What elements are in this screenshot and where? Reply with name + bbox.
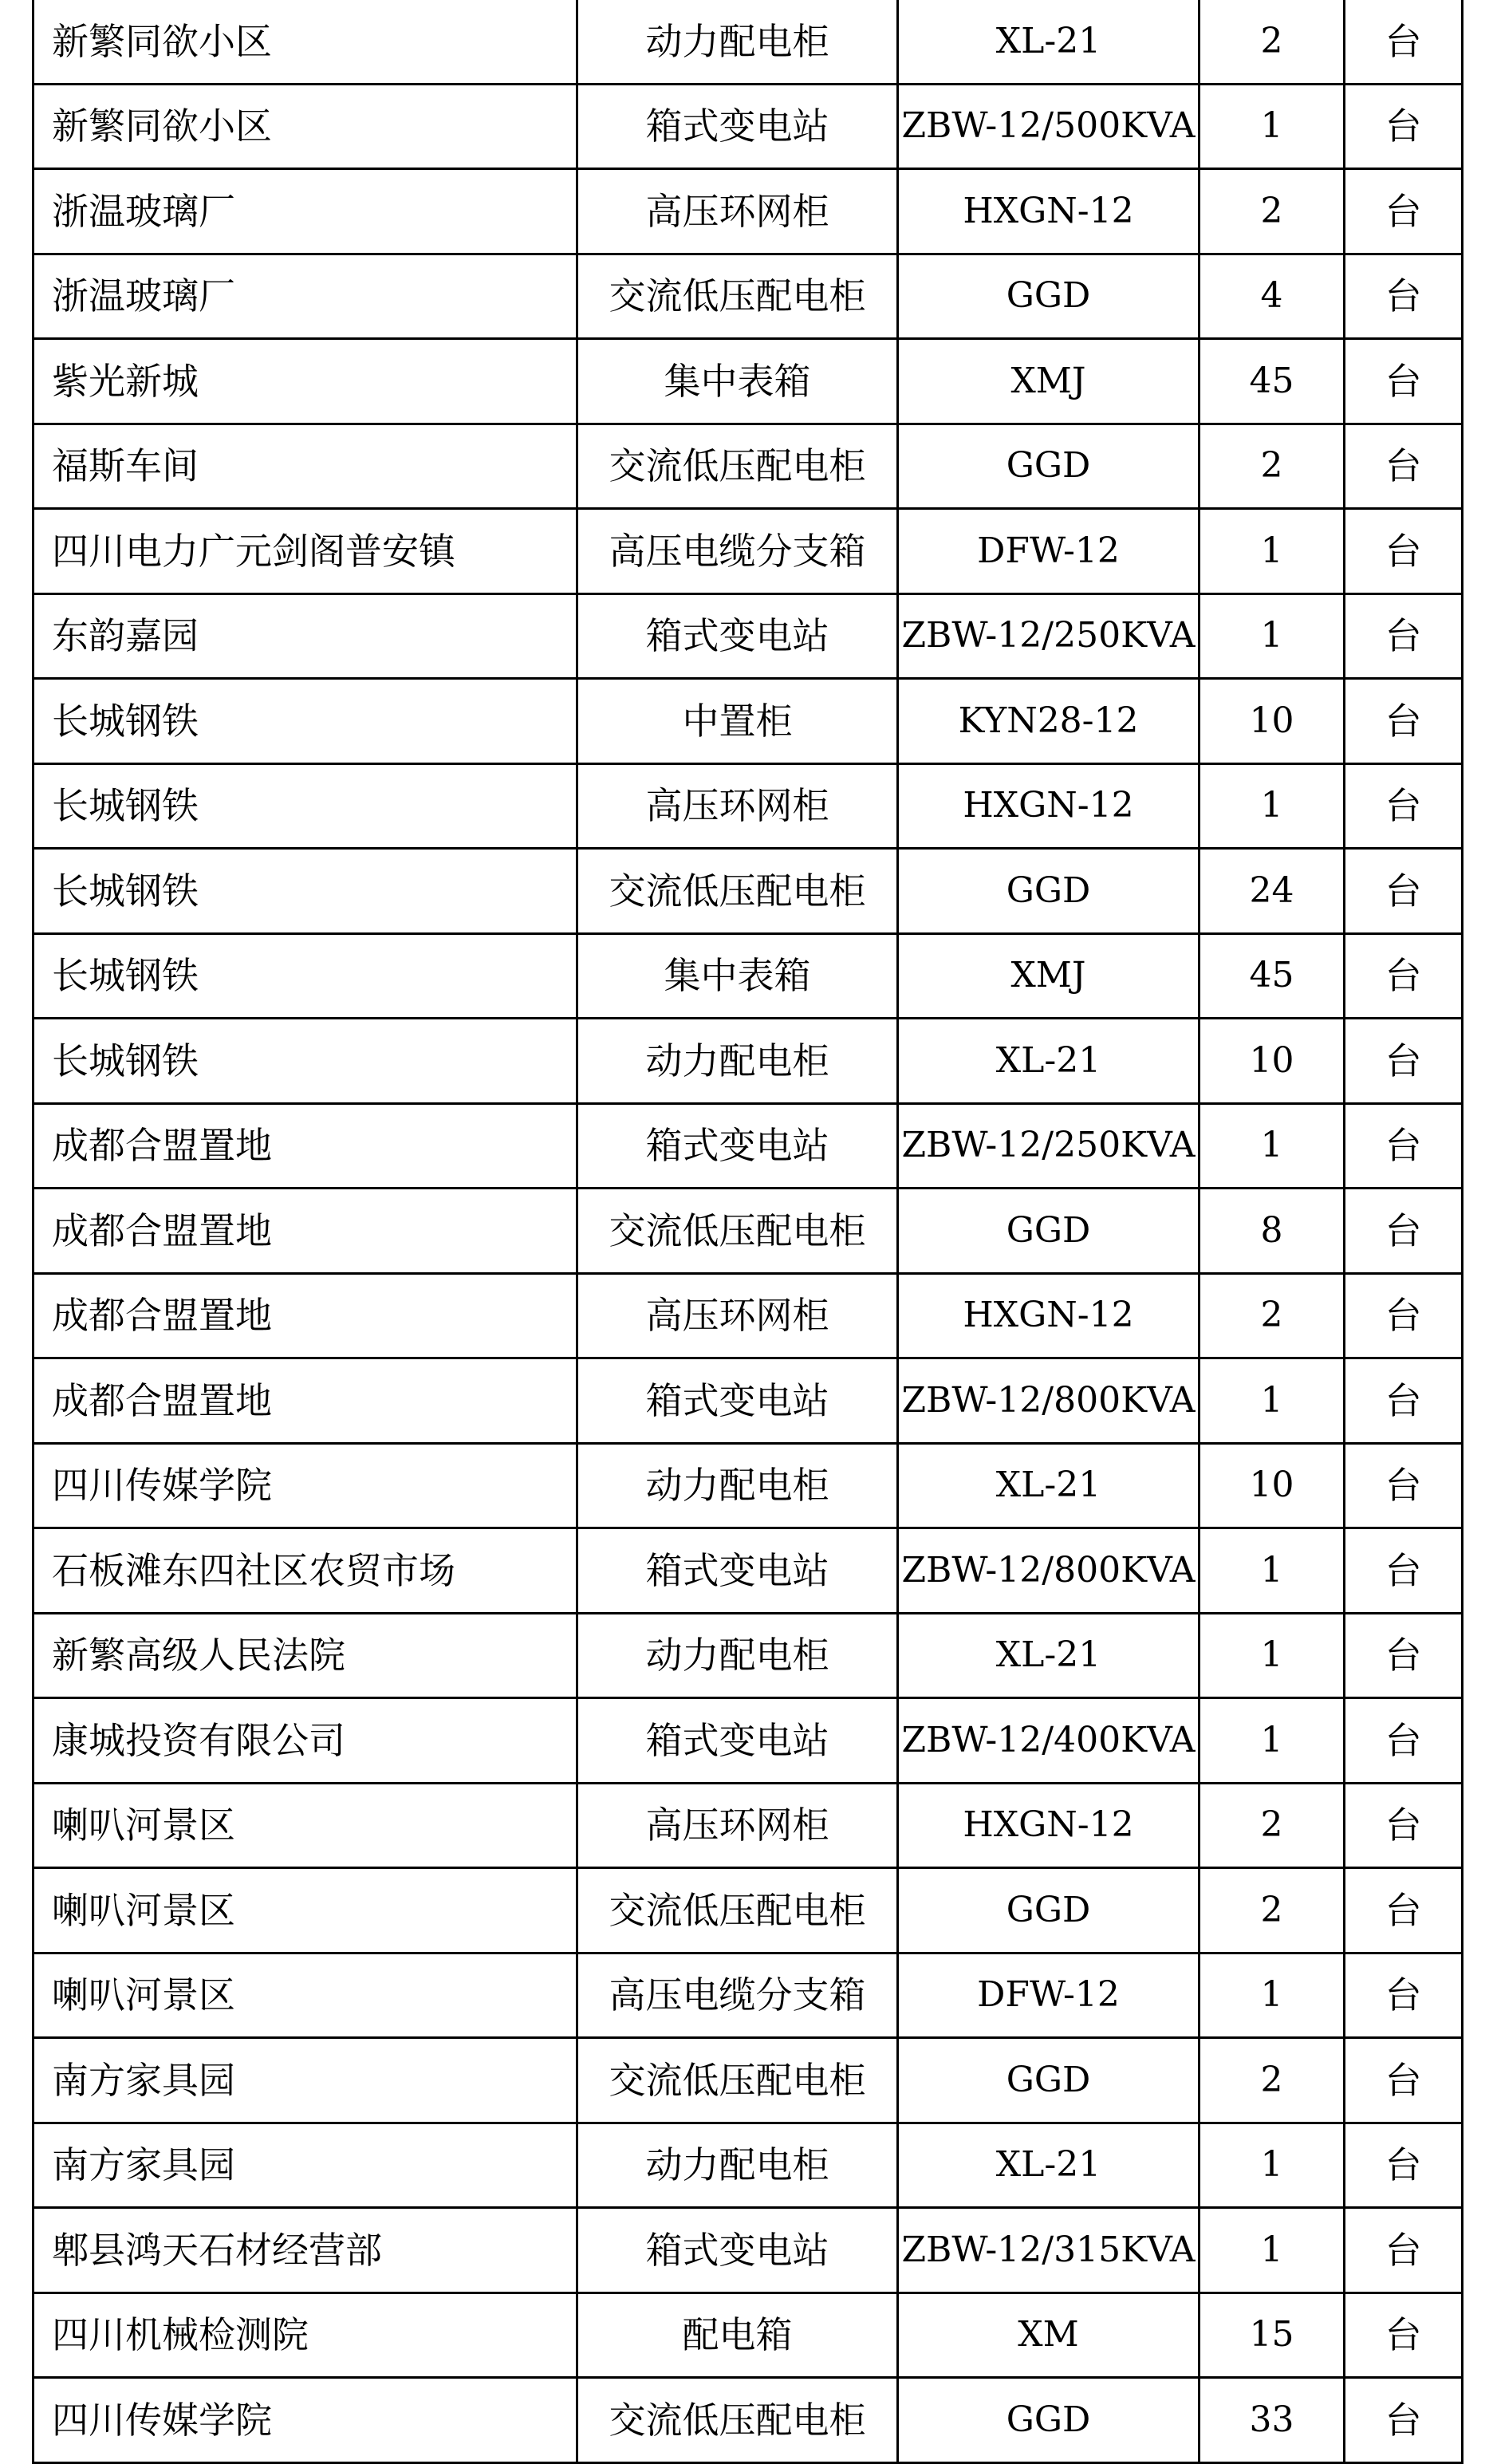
project-name-cell: 长城钢铁: [33, 933, 577, 1019]
project-name-cell: 康城投资有限公司: [33, 1698, 577, 1784]
equipment-type-cell: 箱式变电站: [577, 2208, 898, 2293]
equipment-type-cell: 动力配电柜: [577, 2123, 898, 2208]
project-name-cell: 长城钢铁: [33, 679, 577, 764]
equipment-type-cell: 交流低压配电柜: [577, 2038, 898, 2123]
table-row: [33, 1443, 1463, 1528]
table-row: [33, 2293, 1463, 2378]
unit-cell: 台: [1345, 763, 1463, 849]
model-cell: HXGN-12: [898, 1273, 1200, 1358]
quantity-cell: 45: [1200, 339, 1345, 424]
table-row: [33, 1613, 1463, 1698]
equipment-type-cell: 高压环网柜: [577, 169, 898, 254]
equipment-type-cell: 箱式变电站: [577, 1528, 898, 1614]
equipment-type-cell: 集中表箱: [577, 933, 898, 1019]
quantity-cell: 1: [1200, 1358, 1345, 1444]
table-row: [33, 1273, 1463, 1358]
unit-cell: 台: [1345, 1528, 1463, 1614]
quantity-cell: 15: [1200, 2293, 1345, 2378]
unit-cell: 台: [1345, 1698, 1463, 1784]
unit-cell: 台: [1345, 1358, 1463, 1444]
model-cell: ZBW-12/250KVA: [898, 593, 1200, 679]
model-cell: XL-21: [898, 1443, 1200, 1528]
project-name-cell: 东韵嘉园: [33, 593, 577, 679]
quantity-cell: 1: [1200, 1103, 1345, 1189]
project-name-cell: 成都合盟置地: [33, 1358, 577, 1444]
table-row: [33, 849, 1463, 934]
project-name-cell: 浙温玻璃厂: [33, 254, 577, 339]
equipment-type-cell: 配电箱: [577, 2293, 898, 2378]
model-cell: XL-21: [898, 2123, 1200, 2208]
project-name-cell: 新繁高级人民法院: [33, 1613, 577, 1698]
equipment-type-cell: 交流低压配电柜: [577, 424, 898, 509]
unit-cell: 台: [1345, 1443, 1463, 1528]
unit-cell: 台: [1345, 424, 1463, 509]
table-row: [33, 1528, 1463, 1614]
project-name-cell: 喇叭河景区: [33, 1953, 577, 2038]
table-row: [33, 1953, 1463, 2038]
quantity-cell: 4: [1200, 254, 1345, 339]
unit-cell: 台: [1345, 0, 1463, 84]
unit-cell: 台: [1345, 2378, 1463, 2463]
equipment-type-cell: 动力配电柜: [577, 1019, 898, 1104]
project-name-cell: 石板滩东四社区农贸市场: [33, 1528, 577, 1614]
unit-cell: 台: [1345, 2208, 1463, 2293]
equipment-table-body: [33, 0, 1463, 2462]
quantity-cell: 8: [1200, 1189, 1345, 1274]
equipment-type-cell: 高压电缆分支箱: [577, 1953, 898, 2038]
model-cell: GGD: [898, 2038, 1200, 2123]
unit-cell: 台: [1345, 1868, 1463, 1953]
quantity-cell: 10: [1200, 1443, 1345, 1528]
project-name-cell: 喇叭河景区: [33, 1783, 577, 1868]
project-name-cell: 长城钢铁: [33, 849, 577, 934]
equipment-type-cell: 动力配电柜: [577, 0, 898, 84]
quantity-cell: 2: [1200, 0, 1345, 84]
table-row: [33, 254, 1463, 339]
unit-cell: 台: [1345, 1783, 1463, 1868]
model-cell: HXGN-12: [898, 169, 1200, 254]
unit-cell: 台: [1345, 2038, 1463, 2123]
project-name-cell: 浙温玻璃厂: [33, 169, 577, 254]
project-name-cell: 喇叭河景区: [33, 1868, 577, 1953]
equipment-type-cell: 箱式变电站: [577, 593, 898, 679]
quantity-cell: 2: [1200, 2038, 1345, 2123]
quantity-cell: 1: [1200, 763, 1345, 849]
quantity-cell: 1: [1200, 1953, 1345, 2038]
model-cell: XL-21: [898, 0, 1200, 84]
model-cell: DFW-12: [898, 1953, 1200, 2038]
equipment-type-cell: 高压电缆分支箱: [577, 509, 898, 594]
model-cell: GGD: [898, 2378, 1200, 2463]
table-row: [33, 763, 1463, 849]
unit-cell: 台: [1345, 679, 1463, 764]
unit-cell: 台: [1345, 2293, 1463, 2378]
project-name-cell: 紫光新城: [33, 339, 577, 424]
table-row: [33, 933, 1463, 1019]
model-cell: ZBW-12/250KVA: [898, 1103, 1200, 1189]
model-cell: HXGN-12: [898, 1783, 1200, 1868]
project-name-cell: 四川传媒学院: [33, 2378, 577, 2463]
model-cell: XM: [898, 2293, 1200, 2378]
quantity-cell: 10: [1200, 1019, 1345, 1104]
table-row: [33, 1019, 1463, 1104]
quantity-cell: 10: [1200, 679, 1345, 764]
quantity-cell: 1: [1200, 84, 1345, 169]
model-cell: ZBW-12/315KVA: [898, 2208, 1200, 2293]
project-name-cell: 成都合盟置地: [33, 1273, 577, 1358]
quantity-cell: 1: [1200, 509, 1345, 594]
model-cell: ZBW-12/400KVA: [898, 1698, 1200, 1784]
table-row: [33, 2208, 1463, 2293]
table-row: [33, 593, 1463, 679]
unit-cell: 台: [1345, 1019, 1463, 1104]
equipment-type-cell: 中置柜: [577, 679, 898, 764]
quantity-cell: 1: [1200, 2123, 1345, 2208]
project-name-cell: 南方家具园: [33, 2038, 577, 2123]
table-row: [33, 2123, 1463, 2208]
quantity-cell: 45: [1200, 933, 1345, 1019]
unit-cell: 台: [1345, 509, 1463, 594]
model-cell: XL-21: [898, 1613, 1200, 1698]
project-name-cell: 福斯车间: [33, 424, 577, 509]
project-name-cell: 成都合盟置地: [33, 1103, 577, 1189]
table-row: [33, 1868, 1463, 1953]
quantity-cell: 2: [1200, 169, 1345, 254]
equipment-type-cell: 集中表箱: [577, 339, 898, 424]
table-row: [33, 1189, 1463, 1274]
unit-cell: 台: [1345, 1189, 1463, 1274]
quantity-cell: 2: [1200, 1783, 1345, 1868]
quantity-cell: 2: [1200, 1273, 1345, 1358]
model-cell: DFW-12: [898, 509, 1200, 594]
project-name-cell: 新繁同欲小区: [33, 0, 577, 84]
unit-cell: 台: [1345, 1953, 1463, 2038]
equipment-type-cell: 箱式变电站: [577, 1698, 898, 1784]
table-row: [33, 1698, 1463, 1784]
table-row: [33, 424, 1463, 509]
equipment-type-cell: 动力配电柜: [577, 1443, 898, 1528]
equipment-type-cell: 交流低压配电柜: [577, 1189, 898, 1274]
project-name-cell: 四川电力广元剑阁普安镇: [33, 509, 577, 594]
table-row: [33, 2038, 1463, 2123]
unit-cell: 台: [1345, 849, 1463, 934]
model-cell: ZBW-12/800KVA: [898, 1528, 1200, 1614]
quantity-cell: 33: [1200, 2378, 1345, 2463]
table-row: [33, 339, 1463, 424]
unit-cell: 台: [1345, 593, 1463, 679]
equipment-type-cell: 交流低压配电柜: [577, 1868, 898, 1953]
equipment-type-cell: 交流低压配电柜: [577, 2378, 898, 2463]
table-row: [33, 1783, 1463, 1868]
project-name-cell: 四川机械检测院: [33, 2293, 577, 2378]
model-cell: XL-21: [898, 1019, 1200, 1104]
project-name-cell: 长城钢铁: [33, 1019, 577, 1104]
table-row: [33, 1358, 1463, 1444]
model-cell: GGD: [898, 254, 1200, 339]
equipment-type-cell: 交流低压配电柜: [577, 254, 898, 339]
model-cell: HXGN-12: [898, 763, 1200, 849]
project-name-cell: 郫县鸿天石材经营部: [33, 2208, 577, 2293]
model-cell: GGD: [898, 1868, 1200, 1953]
quantity-cell: 1: [1200, 1613, 1345, 1698]
equipment-type-cell: 高压环网柜: [577, 1273, 898, 1358]
table-row: [33, 169, 1463, 254]
quantity-cell: 1: [1200, 1698, 1345, 1784]
equipment-type-cell: 箱式变电站: [577, 1103, 898, 1189]
unit-cell: 台: [1345, 933, 1463, 1019]
unit-cell: 台: [1345, 339, 1463, 424]
model-cell: GGD: [898, 849, 1200, 934]
table-row: [33, 84, 1463, 169]
table-row: [33, 2378, 1463, 2463]
model-cell: XMJ: [898, 933, 1200, 1019]
equipment-type-cell: 高压环网柜: [577, 1783, 898, 1868]
model-cell: ZBW-12/500KVA: [898, 84, 1200, 169]
quantity-cell: 1: [1200, 2208, 1345, 2293]
equipment-type-cell: 箱式变电站: [577, 84, 898, 169]
unit-cell: 台: [1345, 254, 1463, 339]
unit-cell: 台: [1345, 1613, 1463, 1698]
project-name-cell: 四川传媒学院: [33, 1443, 577, 1528]
project-name-cell: 新繁同欲小区: [33, 84, 577, 169]
equipment-type-cell: 高压环网柜: [577, 763, 898, 849]
unit-cell: 台: [1345, 169, 1463, 254]
unit-cell: 台: [1345, 2123, 1463, 2208]
model-cell: KYN28-12: [898, 679, 1200, 764]
table-row: [33, 509, 1463, 594]
model-cell: GGD: [898, 1189, 1200, 1274]
model-cell: XMJ: [898, 339, 1200, 424]
table-row: [33, 0, 1463, 84]
equipment-type-cell: 交流低压配电柜: [577, 849, 898, 934]
model-cell: GGD: [898, 424, 1200, 509]
unit-cell: 台: [1345, 84, 1463, 169]
table-row: [33, 679, 1463, 764]
quantity-cell: 2: [1200, 424, 1345, 509]
unit-cell: 台: [1345, 1273, 1463, 1358]
project-name-cell: 长城钢铁: [33, 763, 577, 849]
project-name-cell: 成都合盟置地: [33, 1189, 577, 1274]
quantity-cell: 2: [1200, 1868, 1345, 1953]
project-name-cell: 南方家具园: [33, 2123, 577, 2208]
quantity-cell: 1: [1200, 593, 1345, 679]
table-row: [33, 1103, 1463, 1189]
equipment-type-cell: 动力配电柜: [577, 1613, 898, 1698]
unit-cell: 台: [1345, 1103, 1463, 1189]
quantity-cell: 24: [1200, 849, 1345, 934]
equipment-table: [32, 0, 1463, 2464]
model-cell: ZBW-12/800KVA: [898, 1358, 1200, 1444]
equipment-type-cell: 箱式变电站: [577, 1358, 898, 1444]
quantity-cell: 1: [1200, 1528, 1345, 1614]
